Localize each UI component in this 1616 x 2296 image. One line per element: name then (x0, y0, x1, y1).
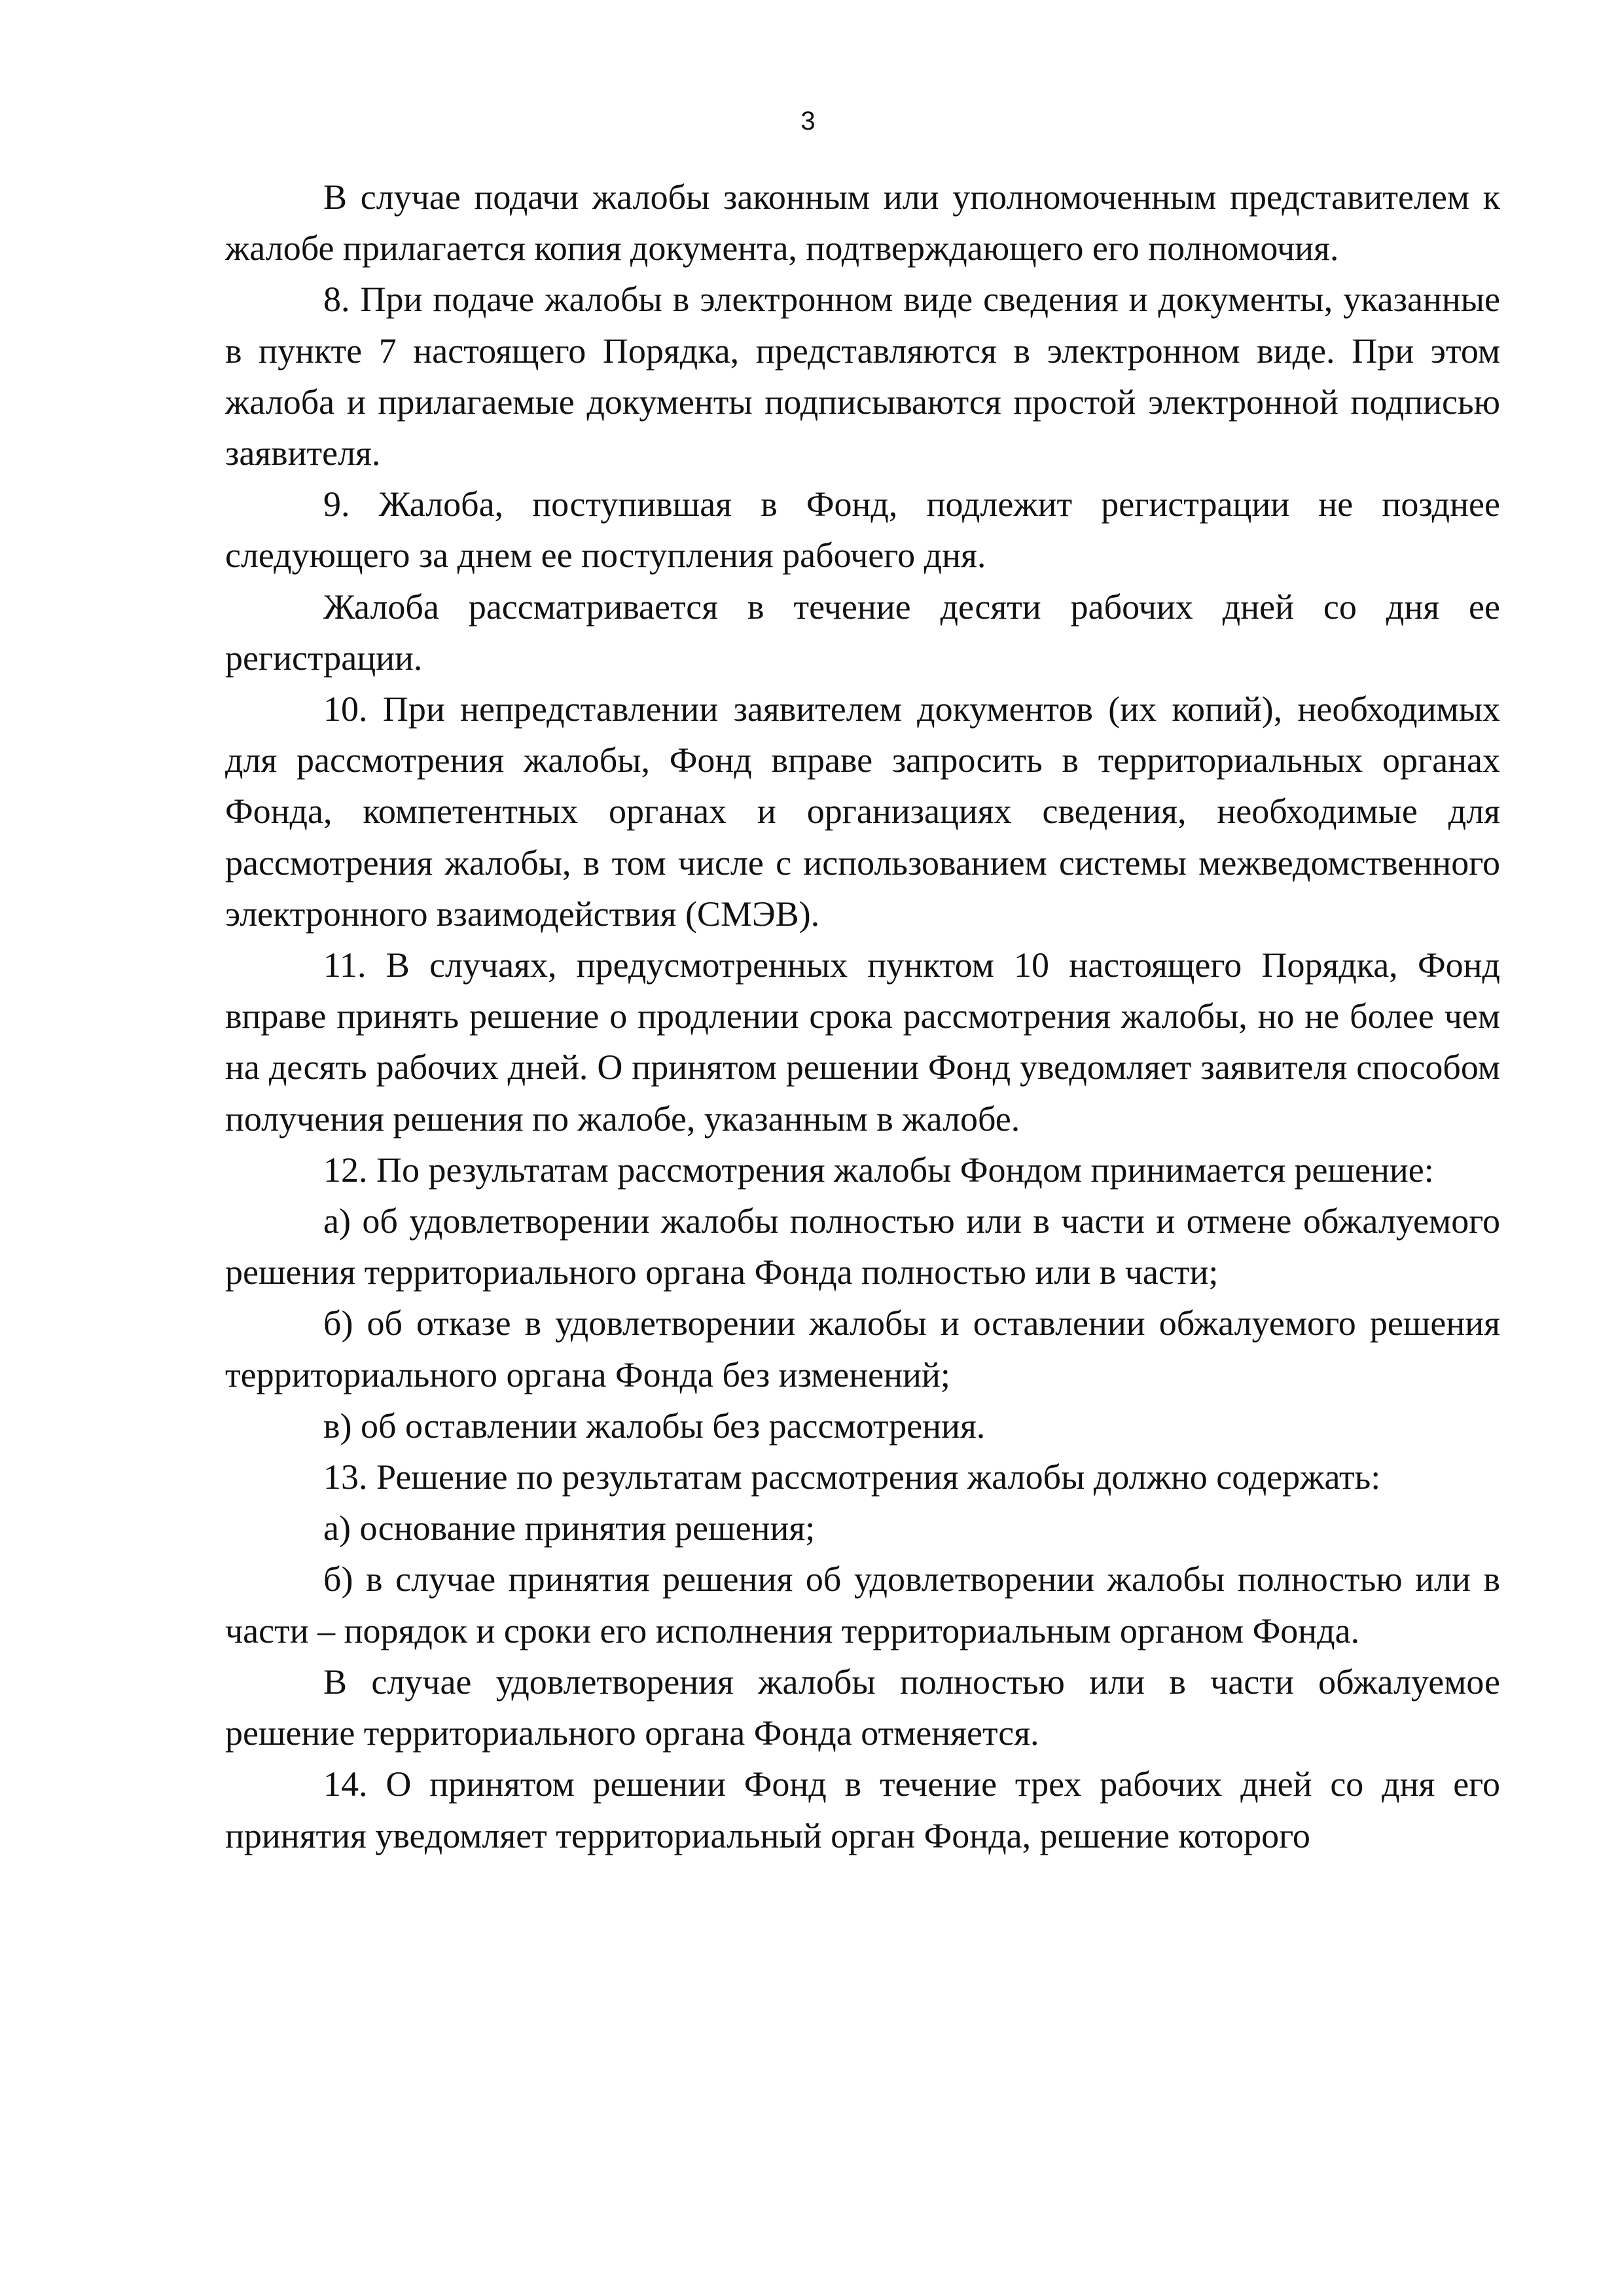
paragraph-14-notification: 14. О принятом решении Фонд в течение трех рабочих дней со дня его принятия уведомляет территориальный орган Фонда, решение которого (225, 1764, 1500, 1855)
paragraph-13-decision-content: 13. Решение по результатам рассмотрения жалобы должно содержать: (323, 1457, 1381, 1497)
paragraph-8-electronic-submission: 8. При подаче жалобы в электронном виде сведения и документы, указанные в пункте 7 настоящего Порядка, представляются в электронном виде. При этом жалоба и прилагаемые документы подписываются простой электронной подписью заявителя. (225, 280, 1500, 473)
paragraph-12a-satisfy: а) об удовлетворении жалобы полностью или в части и отмене обжалуемого решения территориального органа Фонда полностью или в части; (225, 1201, 1500, 1292)
paragraph-12b-refuse: б) об отказе в удовлетворении жалобы и оставлении обжалуемого решения территориального органа Фонда без изменений; (225, 1303, 1500, 1394)
paragraph-12-decision: 12. По результатам рассмотрения жалобы Фондом принимается решение: (323, 1150, 1434, 1190)
paragraph-cancellation: В случае удовлетворения жалобы полностью или в части обжалуемое решение территориального органа Фонда отменяется. (225, 1662, 1500, 1753)
paragraph-12c-leave-unreviewed: в) об оставлении жалобы без рассмотрения. (323, 1406, 986, 1446)
paragraph-13b-execution: б) в случае принятия решения об удовлетворении жалобы полностью или в части – порядок и сроки его исполнения территориальным органом Фонда. (225, 1559, 1500, 1650)
page-number: 3 (800, 107, 816, 136)
paragraph-13a-grounds: а) основание принятия решения; (323, 1508, 816, 1548)
paragraph-10-document-request: 10. При непредставлении заявителем документов (их копий), необходимых для рассмотрения жалобы, Фонд вправе запросить в территориальных органах Фонда, компетентных органах и организациях сведения, необходимые для рассмотрения жалобы, в том числе с использованием системы межведомственного электронного взаимодействия (СМЭВ). (225, 689, 1500, 934)
paragraph-review-period: Жалоба рассматривается в течение десяти рабочих дней со дня ее регистрации. (225, 587, 1500, 678)
paragraph-11-extension: 11. В случаях, предусмотренных пунктом 10 настоящего Порядка, Фонд вправе принять решение о продлении срока рассмотрения жалобы, но не более чем на десять рабочих дней. О принятом решении Фонд уведомляет заявителя способом получения решения по жалобе, указанным в жалобе. (225, 945, 1500, 1139)
paragraph-9-registration: 9. Жалоба, поступившая в Фонд, подлежит регистрации не позднее следующего за днем ее поступления рабочего дня. (225, 484, 1500, 575)
paragraph-representative-copy: В случае подачи жалобы законным или уполномоченным представителем к жалобе прилагается копия документа, подтверждающего его полномочия. (225, 177, 1500, 268)
document-body (225, 172, 1500, 1861)
